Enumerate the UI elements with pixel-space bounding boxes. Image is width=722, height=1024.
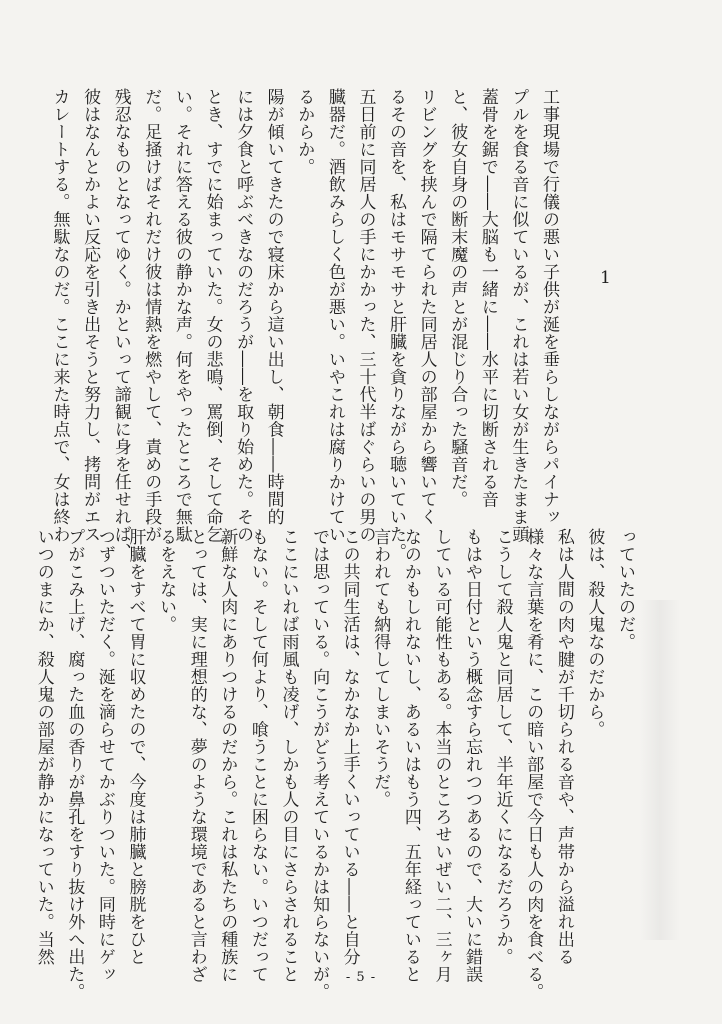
text-line: もない。そして何より、喰うことに困らない。いつだって xyxy=(247,528,268,983)
text-line: この共同生活は、なかなか上手くいっている――と自分 xyxy=(339,528,360,966)
text-line: には夕食と呼ぶべきなのだろうが――を取り始めた。その xyxy=(233,88,254,543)
text-line: 五日前に同居人の手にかかった、三十代半ばぐらいの男の xyxy=(355,88,376,543)
text-line: 工事現場で行儀の悪い子供が涎を垂らしながらパイナッ xyxy=(539,88,559,526)
text-block-bottom xyxy=(33,528,640,1001)
text-line: るをえない。 xyxy=(156,528,177,633)
text-line: 彼はなんとかよい反応を引き出そうと努力し、拷問がエス xyxy=(80,88,101,543)
text-line: るからか。 xyxy=(294,88,315,176)
text-line: 臓器だ。酒飲みらしく色が悪い。いやこれは腐りかけてい xyxy=(324,88,345,543)
text-line: るその音を、私はモサモサと肝臓を貪りながら聴いていた。 xyxy=(386,88,407,561)
text-line: い。それに答える彼の静かな声。何をやったところで無駄 xyxy=(171,88,192,543)
page-number-text: - 5 - xyxy=(345,970,377,985)
text-line: こうして殺人鬼と同居して、半年近くになるだろうか。 xyxy=(492,528,513,966)
text-block-top xyxy=(49,88,564,561)
text-line: 残忍なものとなってゆく。かといって諦観に身を任せれば、 xyxy=(110,88,131,561)
page-number xyxy=(0,970,722,985)
text-line: では思っている。向こうがどう考えているかは知らないが。 xyxy=(309,528,330,1001)
text-line: 彼は、殺人鬼なのだから。 xyxy=(584,528,605,738)
text-line: カレートする。無駄なのだ。ここに来た時点で、女は終わ xyxy=(49,88,70,543)
text-line: プルを食る音に似ているが、これは若い女が生きたまま頭 xyxy=(508,88,529,543)
text-line: なのかもしれないし、あるいはもう四、五年経っていると xyxy=(400,528,421,983)
text-line: している可能性もある。本当のところせいぜい二、三ヶ月 xyxy=(431,528,452,983)
text-line: 私は人間の肉や腱が千切られる音や、声帯から溢れ出る xyxy=(553,528,574,966)
text-line: だ。足掻けばそれだけ彼は情熱を燃やして、責めの手段が xyxy=(141,88,162,543)
paper-shadow xyxy=(640,600,680,940)
text-line: いつのまにか、殺人鬼の部屋が静かになっていた。当然 xyxy=(33,528,54,966)
text-line: 陽が傾いてきたので寝床から這い出し、朝食――時間的 xyxy=(263,88,284,526)
text-line: つずついただく。涎を滴らせてかぶりついた。同時にゲッ xyxy=(94,528,115,983)
chapter-number: 1 xyxy=(600,268,611,288)
text-line: とき、すでに始まっていた。女の悲鳴、罵倒、そして命乞 xyxy=(202,88,223,543)
text-line: リビングを挟んで隔てられた同居人の部屋から響いてく xyxy=(416,88,437,526)
text-line: っていたのだ。 xyxy=(615,528,635,651)
text-line: 言われても納得してしまいそうだ。 xyxy=(370,528,391,808)
text-line: と、彼女自身の断末魔の声とが混じり合った騒音だ。 xyxy=(447,88,468,508)
text-line: 新鮮な人肉にありつけるのだから。これは私たちの種族に xyxy=(217,528,238,983)
text-line: ここにいれば雨風も凌げ、しかも人の目にさらされること xyxy=(278,528,299,983)
text-line: とっては、実に理想的な、夢のような環境であると言わざ xyxy=(186,528,207,983)
text-line: 様々な言葉を肴に、この暗い部屋で今日も人の肉を食べる。 xyxy=(523,528,544,1001)
text-line: 肝臓をすべて胃に収めたので、今度は肺臓と膀胱をひと xyxy=(125,528,146,966)
text-line: プがこみ上げ、腐った血の香りが鼻孔をすり抜け外へ出た。 xyxy=(64,528,85,1001)
text-line: 蓋骨を鋸で――大脳も一緒に――水平に切断される音 xyxy=(477,88,498,508)
text-line: もはや日付という概念すら忘れつつあるので、大いに錯誤 xyxy=(462,528,483,983)
